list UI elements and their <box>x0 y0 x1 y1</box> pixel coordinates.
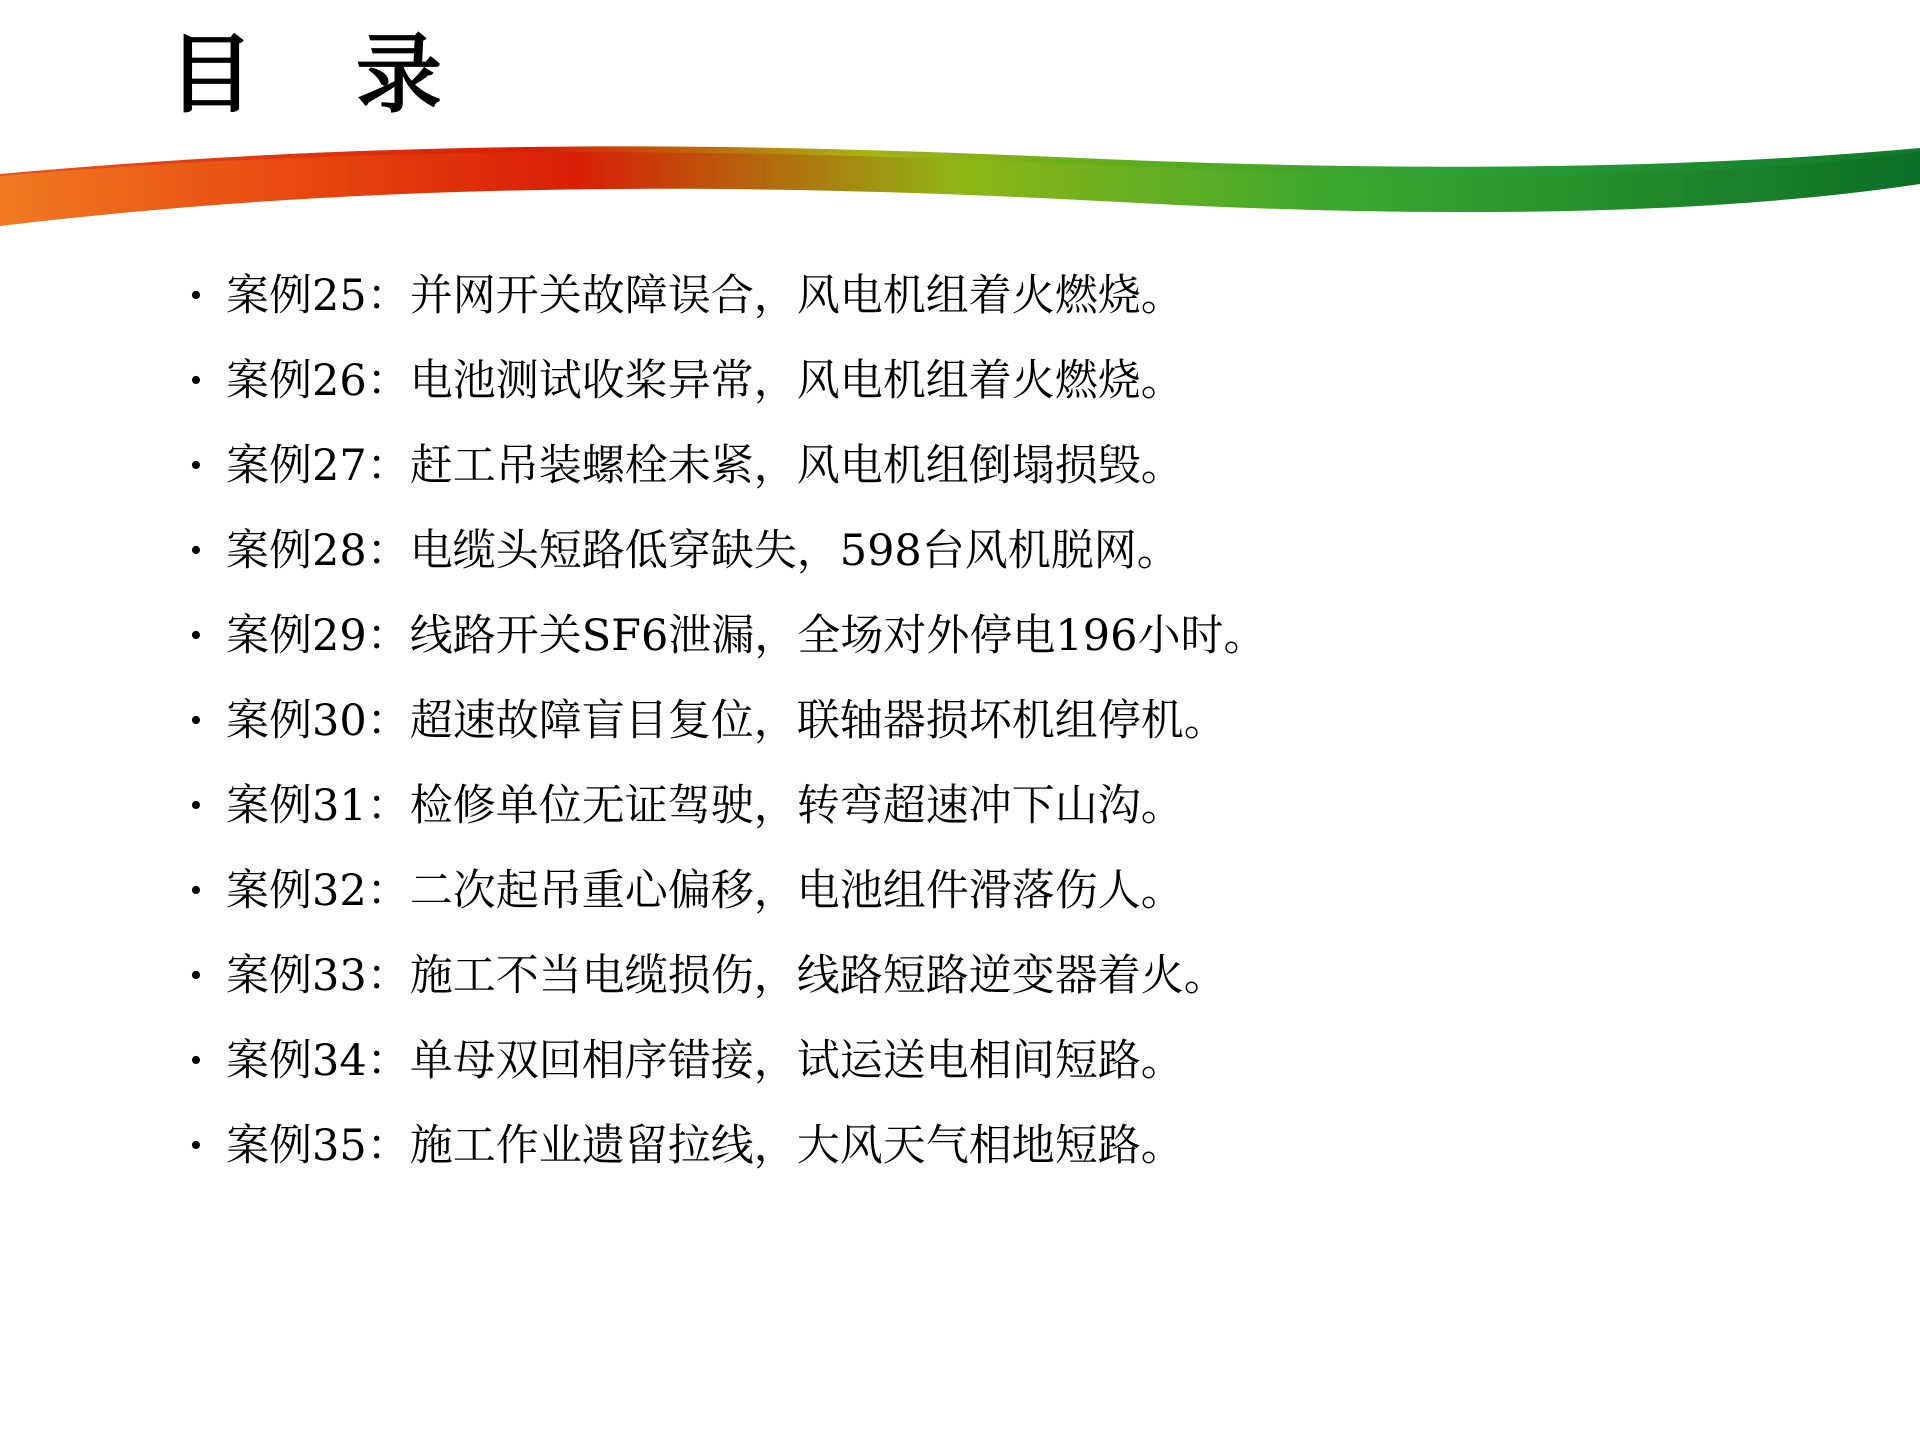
bullet-icon: • <box>190 957 202 994</box>
list-item[interactable] <box>182 608 1822 664</box>
list-item[interactable] <box>182 268 1822 324</box>
list-item-label: 案例34：单母双回相序错接，试运送电相间短路。 <box>226 1036 1184 1086</box>
list-item-label: 案例27：赶工吊装螺栓未紧，风电机组倒塌损毁。 <box>226 441 1184 491</box>
list-item[interactable] <box>182 353 1822 409</box>
bullet-icon: • <box>190 872 202 909</box>
bullet-icon: • <box>190 532 202 569</box>
list-item[interactable] <box>182 1033 1822 1089</box>
bullet-icon: • <box>190 1042 202 1079</box>
bullet-icon: • <box>190 702 202 739</box>
bullet-icon: • <box>190 617 202 654</box>
list-item-label: 案例35：施工作业遗留拉线，大风天气相地短路。 <box>226 1121 1184 1171</box>
list-item[interactable] <box>182 778 1822 834</box>
list-item-label: 案例32：二次起吊重心偏移，电池组件滑落伤人。 <box>226 866 1184 916</box>
bullet-icon: • <box>190 362 202 399</box>
list-item[interactable] <box>182 863 1822 919</box>
list-item-label: 案例30：超速故障盲目复位，联轴器损坏机组停机。 <box>226 696 1227 746</box>
page-title: 目 录 <box>168 25 456 125</box>
bullet-icon: • <box>190 787 202 824</box>
bullet-icon: • <box>190 277 202 314</box>
contents-list <box>182 268 1822 1203</box>
list-item[interactable] <box>182 693 1822 749</box>
decorative-swoosh-banner <box>0 140 1920 260</box>
list-item-label: 案例26：电池测试收桨异常，风电机组着火燃烧。 <box>226 356 1184 406</box>
list-item-label: 案例25：并网开关故障误合，风电机组着火燃烧。 <box>226 271 1184 321</box>
list-item-label: 案例31：检修单位无证驾驶，转弯超速冲下山沟。 <box>226 781 1184 831</box>
list-item[interactable] <box>182 1118 1822 1174</box>
list-item-label: 案例29：线路开关SF6泄漏，全场对外停电196小时。 <box>226 611 1267 661</box>
list-item[interactable] <box>182 523 1822 579</box>
list-item-label: 案例33：施工不当电缆损伤，线路短路逆变器着火。 <box>226 951 1227 1001</box>
bullet-icon: • <box>190 447 202 484</box>
list-item[interactable] <box>182 438 1822 494</box>
list-item-label: 案例28：电缆头短路低穿缺失，598台风机脱网。 <box>226 526 1180 576</box>
list-item[interactable] <box>182 948 1822 1004</box>
bullet-icon: • <box>190 1127 202 1164</box>
swoosh-icon <box>0 140 1920 260</box>
